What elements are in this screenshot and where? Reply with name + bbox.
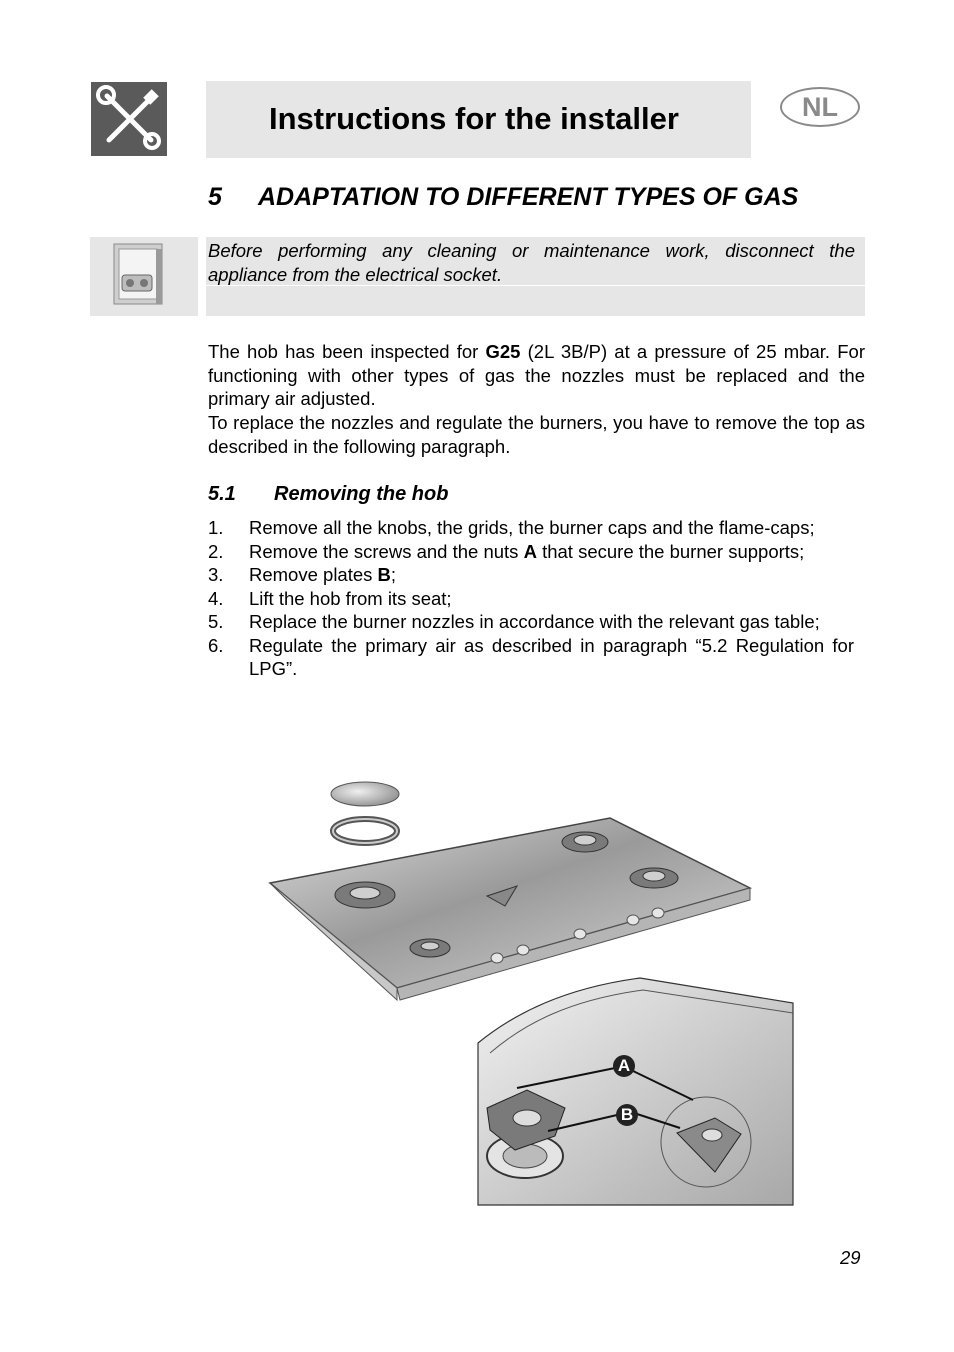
list-item: [208, 634, 854, 681]
step-text: Regulate the primary air as described in paragraph “5.2 Regulation for LPG”.: [249, 634, 854, 679]
section-heading: [208, 183, 798, 212]
subsection-number: 5.1: [208, 483, 236, 505]
step-number: 4.: [208, 587, 224, 609]
list-item: [208, 516, 854, 540]
list-item: [208, 563, 854, 587]
step-text-part: Remove the screws and the nuts: [249, 540, 524, 562]
intro-paragraph: [208, 340, 865, 411]
steps-list: [208, 516, 854, 681]
step-bold-label: A: [523, 540, 537, 562]
step-text: Replace the burner nozzles in accordance with the relevant gas table;: [249, 611, 820, 632]
step-text-part: that secure the burner supports;: [536, 540, 805, 562]
step-number: 3.: [208, 564, 224, 585]
hob-illustration: [265, 778, 795, 1208]
step-number: 6.: [208, 634, 224, 656]
step-number: 5.: [208, 611, 224, 632]
gas-type: G25: [485, 341, 521, 362]
tools-icon: [91, 82, 167, 156]
language-badge: NL: [780, 87, 860, 127]
section-number: 5: [208, 183, 222, 211]
label-b: B: [620, 1105, 634, 1124]
step-text-part: Remove plates: [249, 564, 378, 585]
socket-unplug-icon: [90, 237, 198, 316]
step-text-part: ;: [390, 564, 397, 585]
subsection-title: Removing the hob: [274, 483, 449, 505]
intro-text: The hob has been inspected for: [208, 341, 486, 362]
step-text: [249, 563, 854, 587]
section-title: ADAPTATION TO DIFFERENT TYPES OF GAS: [258, 183, 799, 211]
list-item: [208, 610, 854, 634]
label-a: A: [617, 1056, 631, 1075]
list-item: [208, 587, 854, 611]
page-title: Instructions for the installer: [269, 101, 679, 136]
step-bold-label: B: [377, 564, 391, 585]
page-number: 29: [840, 1247, 861, 1268]
intro-text-rest: (2L 3B/P) at a pressure of 25 mbar. For functioning with other types of gas the nozzles must be replaced and the primary air adjusted.: [208, 341, 865, 409]
intro-paragraph-2: To replace the nozzles and regulate the burners, you have to remove the top as described in the following paragraph.: [208, 412, 865, 457]
warning-text: Before performing any cleaning or maintenance work, disconnect the appliance from the electrical socket.: [208, 240, 855, 285]
step-text: [249, 540, 854, 564]
step-text: Remove all the knobs, the grids, the burner caps and the flame-caps;: [249, 517, 815, 538]
step-number: 2.: [208, 540, 224, 562]
step-number: 1.: [208, 517, 224, 538]
subsection-heading: [208, 483, 448, 506]
list-item: [208, 540, 854, 564]
step-text: Lift the hob from its seat;: [249, 587, 452, 609]
